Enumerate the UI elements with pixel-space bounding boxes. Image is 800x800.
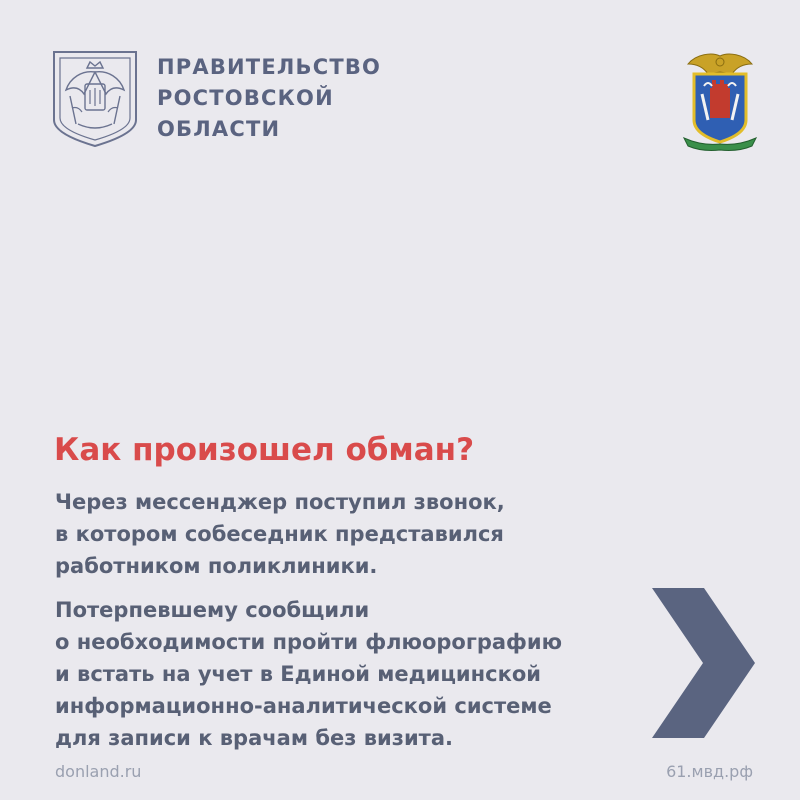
- police-emblem-icon: [682, 50, 758, 152]
- rostov-region-coat-of-arms-icon: [52, 50, 138, 148]
- chevron-right-icon[interactable]: [652, 588, 755, 738]
- organization-title: [157, 52, 381, 145]
- paragraph-call: [55, 486, 505, 582]
- paragraph-line: в котором собеседник представился: [55, 522, 504, 546]
- paragraph-details: [55, 594, 562, 754]
- paragraph-line: для записи к врачам без визита.: [55, 726, 453, 750]
- organization-title-line: ОБЛАСТИ: [157, 117, 281, 141]
- footer-site-right[interactable]: 61.мвд.рф: [666, 762, 753, 781]
- footer-site-left[interactable]: donland.ru: [55, 762, 142, 781]
- paragraph-line: и встать на учет в Единой медицинской: [55, 662, 541, 686]
- paragraph-line: информационно-аналитической системе: [55, 694, 552, 718]
- headline: Как произошел обман?: [54, 432, 475, 468]
- paragraph-line: Потерпевшему сообщили: [55, 598, 370, 622]
- paragraph-line: Через мессенджер поступил звонок,: [55, 490, 505, 514]
- paragraph-line: о необходимости пройти флюорографию: [55, 630, 563, 654]
- organization-title-line: ПРАВИТЕЛЬСТВО: [157, 55, 382, 79]
- paragraph-line: работником поликлиники.: [55, 554, 378, 578]
- organization-title-line: РОСТОВСКОЙ: [157, 86, 334, 110]
